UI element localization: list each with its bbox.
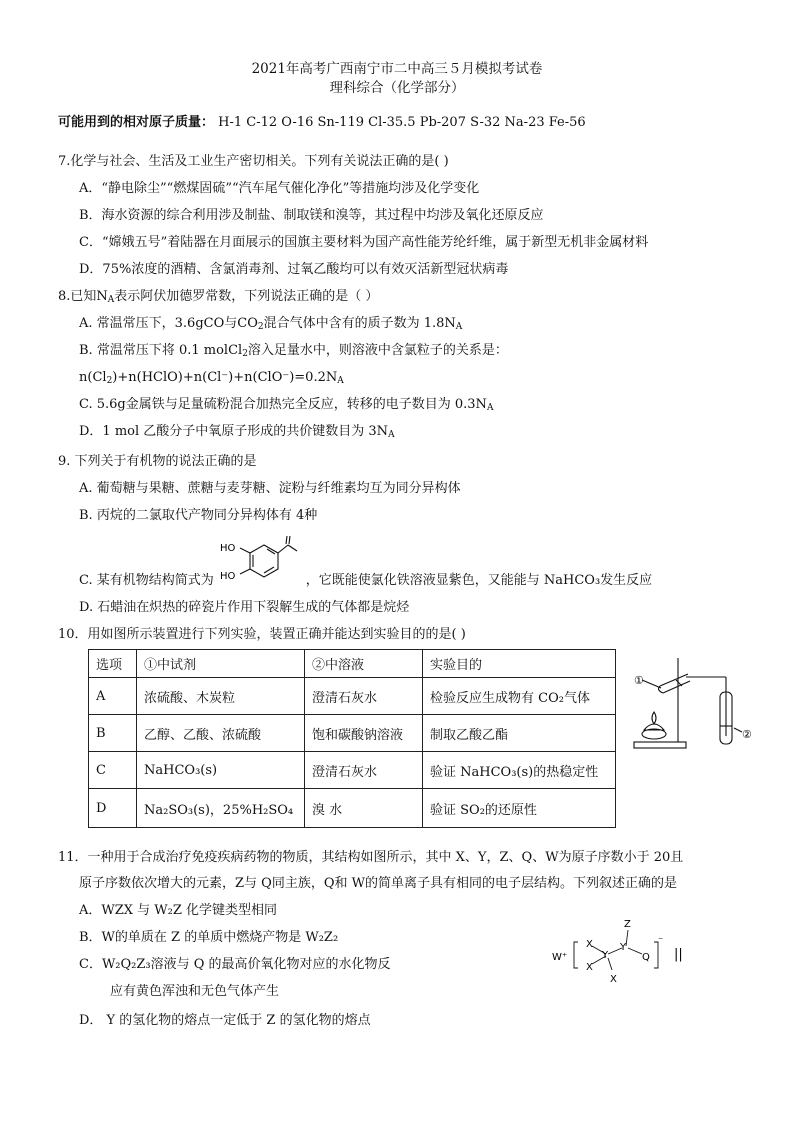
atomic-masses <box>58 114 586 132</box>
q8-d-sub: A <box>388 430 395 440</box>
q8-b-post: 溶入足量水中，则溶液中含氯粒子的关系是： <box>247 343 508 358</box>
struct-q: Q <box>642 952 650 963</box>
exam-title: 2021年高考广西南宁市二中高三５月模拟考试卷 <box>251 61 543 77</box>
q11-stem-line1: 11．一种用于合成治疗免疫疾病药物的物质，其结构如图所示，其中 X、Y，Z、Q、W为原子序数小于 20且 <box>58 850 684 865</box>
table-cell: C <box>89 752 137 789</box>
struct-x2: X <box>586 962 593 973</box>
struct-ho-2: HO <box>220 571 236 582</box>
q8-c-pre: C. 5.6g金属铁与足量硫粉混合加热完全反应，转移的电子数目为 0.3N <box>79 397 487 412</box>
q7-option-a: A．“静电除尘”“燃煤固硫”“汽车尾气催化净化”等措施均涉及化学变化 <box>79 181 480 196</box>
table-cell: Na₂SO₃(s)，25%H₂SO₄ <box>137 789 305 828</box>
table-row <box>89 678 616 715</box>
atomic-masses-label: 可能用到的相对原子质量： <box>58 115 215 130</box>
q8-b2-sub: 2 <box>106 376 113 386</box>
table-cell: 检验反应生成物有 CO₂气体 <box>423 678 616 715</box>
q11-option-d: D． Y 的氢化物的熔点一定低于 Z 的氢化物的熔点 <box>79 1013 371 1028</box>
q11-option-c-line1: C．W₂Q₂Z₃溶液与 Q 的最高价氧化物对应的水化物反 <box>79 957 391 972</box>
struct-charge: ⁻ <box>658 936 664 947</box>
q8-b2-mid: )+n(HClO)+n(Cl⁻)+n(ClO⁻)=0.2N <box>112 370 338 385</box>
q7-option-c: C．“嫦娥五号”着陆器在月面展示的国旗主要材料为国产高性能芳纶纤维，属于新型无机非金属材料 <box>79 235 649 250</box>
q8-stem-pre: 8.已知N <box>58 289 108 304</box>
table-cell: 乙醇、乙酸、浓硫酸 <box>137 715 305 752</box>
table-cell: 浓硫酸、木炭粒 <box>137 678 305 715</box>
table-cell: NaHCO₃(s) <box>137 752 305 789</box>
table-header: ②中溶液 <box>305 650 423 678</box>
table-cell: D <box>89 789 137 828</box>
table-header: 选项 <box>89 650 137 678</box>
q8-a-mid: 混合气体中含有的质子数为 1.8N <box>263 316 456 331</box>
q8-stem-sub: A <box>107 295 115 305</box>
q10-stem: 10．用如图所示装置进行下列实验，装置正确并能达到实验目的的是( ) <box>58 627 466 642</box>
q9-c-post: ，它既能使氯化铁溶液显紫色，又能能与 NaHCO₃发生反应 <box>305 573 653 588</box>
table-cell: 澄清石灰水 <box>305 752 423 789</box>
q8-option-b-relation <box>79 369 344 390</box>
q8-stem <box>58 288 378 309</box>
struct-x1: X <box>586 939 593 950</box>
q8-c-sub: A <box>486 403 494 413</box>
q8-option-d <box>79 423 395 444</box>
table-row <box>89 715 616 752</box>
struct-w-cation: W⁺ <box>552 952 568 963</box>
table-cell: A <box>89 678 137 715</box>
q11-option-c-line2: 应有黄色浑浊和无色气体产生 <box>110 984 280 999</box>
q9-option-c <box>79 572 652 590</box>
table-row <box>89 789 616 828</box>
struct-y1: Y <box>602 950 609 961</box>
q11-stem-line2: 原子序数依次增大的元素，Z与 Q同主族，Q和 W的简单离子具有相同的电子层结构。下列叙述正确的是 <box>79 876 677 891</box>
q8-option-b <box>79 342 508 363</box>
struct-y2: Y <box>620 942 627 953</box>
struct-ho-1: HO <box>220 543 236 554</box>
experiment-table <box>88 649 616 828</box>
atomic-masses-values: H-1 C-12 O-16 Sn-119 Cl-35.5 Pb-207 S-32 Na-23 Fe-56 <box>218 115 586 130</box>
table-header: 实验目的 <box>423 650 616 678</box>
heating-apparatus-diagram <box>630 656 758 752</box>
q7-option-d: D．75%浓度的酒精、含氯消毒剂、过氧乙酸均可以有效灭活新型冠状病毒 <box>79 262 509 277</box>
q8-b-pre: B. 常温常压下将 0.1 molCl <box>79 343 243 358</box>
exam-subtitle: 理科综合（化学部分） <box>329 80 465 96</box>
table-cell: 溴 水 <box>305 789 423 828</box>
q8-b2-pre: n(Cl <box>79 370 107 385</box>
q11-option-b: B．W的单质在 Z 的单质中燃烧产物是 W₂Z₂ <box>79 930 339 945</box>
struct-double-bar: || <box>674 947 683 962</box>
q9-option-a: A. 葡萄糖与果糖、蔗糖与麦芽糖、淀粉与纤维素均互为同分异构体 <box>79 481 461 496</box>
table-header: ①中试剂 <box>137 650 305 678</box>
table-header-row <box>89 650 616 678</box>
q9-option-b: B. 丙烷的二氯取代产物同分异构体有 4种 <box>79 508 318 523</box>
q8-a-sub2: A <box>455 322 463 332</box>
table-cell: 验证 NaHCO₃(s)的热稳定性 <box>423 752 616 789</box>
table-cell: 澄清石灰水 <box>305 678 423 715</box>
q9-stem: 9. 下列关于有机物的说法正确的是 <box>58 454 257 469</box>
ionic-structure-diagram <box>552 916 688 992</box>
table-cell: B <box>89 715 137 752</box>
apparatus-label-1: ① <box>634 674 644 687</box>
table-cell: 饱和碳酸钠溶液 <box>305 715 423 752</box>
struct-x3: X <box>610 974 617 985</box>
q7-stem: 7.化学与社会、生活及工业生产密切相关。下列有关说法正确的是( ) <box>58 154 449 169</box>
q9-option-d: D. 石蜡油在炽热的碎瓷片作用下裂解生成的气体都是烷烃 <box>79 600 410 615</box>
q8-b2-sub2: A <box>337 376 344 386</box>
table-cell: 验证 SO₂的还原性 <box>423 789 616 828</box>
q8-option-a <box>79 315 462 336</box>
table-row <box>89 752 616 789</box>
q11-option-a: A．WZX 与 W₂Z 化学键类型相同 <box>79 903 278 918</box>
q7-option-b: B．海水资源的综合利用涉及制盐、制取镁和溴等，其过程中均涉及氧化还原反应 <box>79 208 544 223</box>
q9-c-pre: C. 某有机物结构简式为 <box>79 573 214 588</box>
q8-stem-post: 表示阿伏加德罗常数，下列说法正确的是（ ） <box>114 289 379 304</box>
struct-z: Z <box>624 919 631 930</box>
q8-b-sub: 2 <box>242 349 248 359</box>
q8-d-pre: D．1 mol 乙酸分子中氧原子形成的共价键数目为 3N <box>79 424 389 439</box>
table-cell: 制取乙酸乙酯 <box>423 715 616 752</box>
q8-option-c <box>79 396 493 417</box>
apparatus-label-2: ② <box>742 728 752 741</box>
q8-a-sub1: 2 <box>257 322 264 332</box>
q8-a-pre: A. 常温常压下，3.6gCO与CO <box>79 316 258 331</box>
